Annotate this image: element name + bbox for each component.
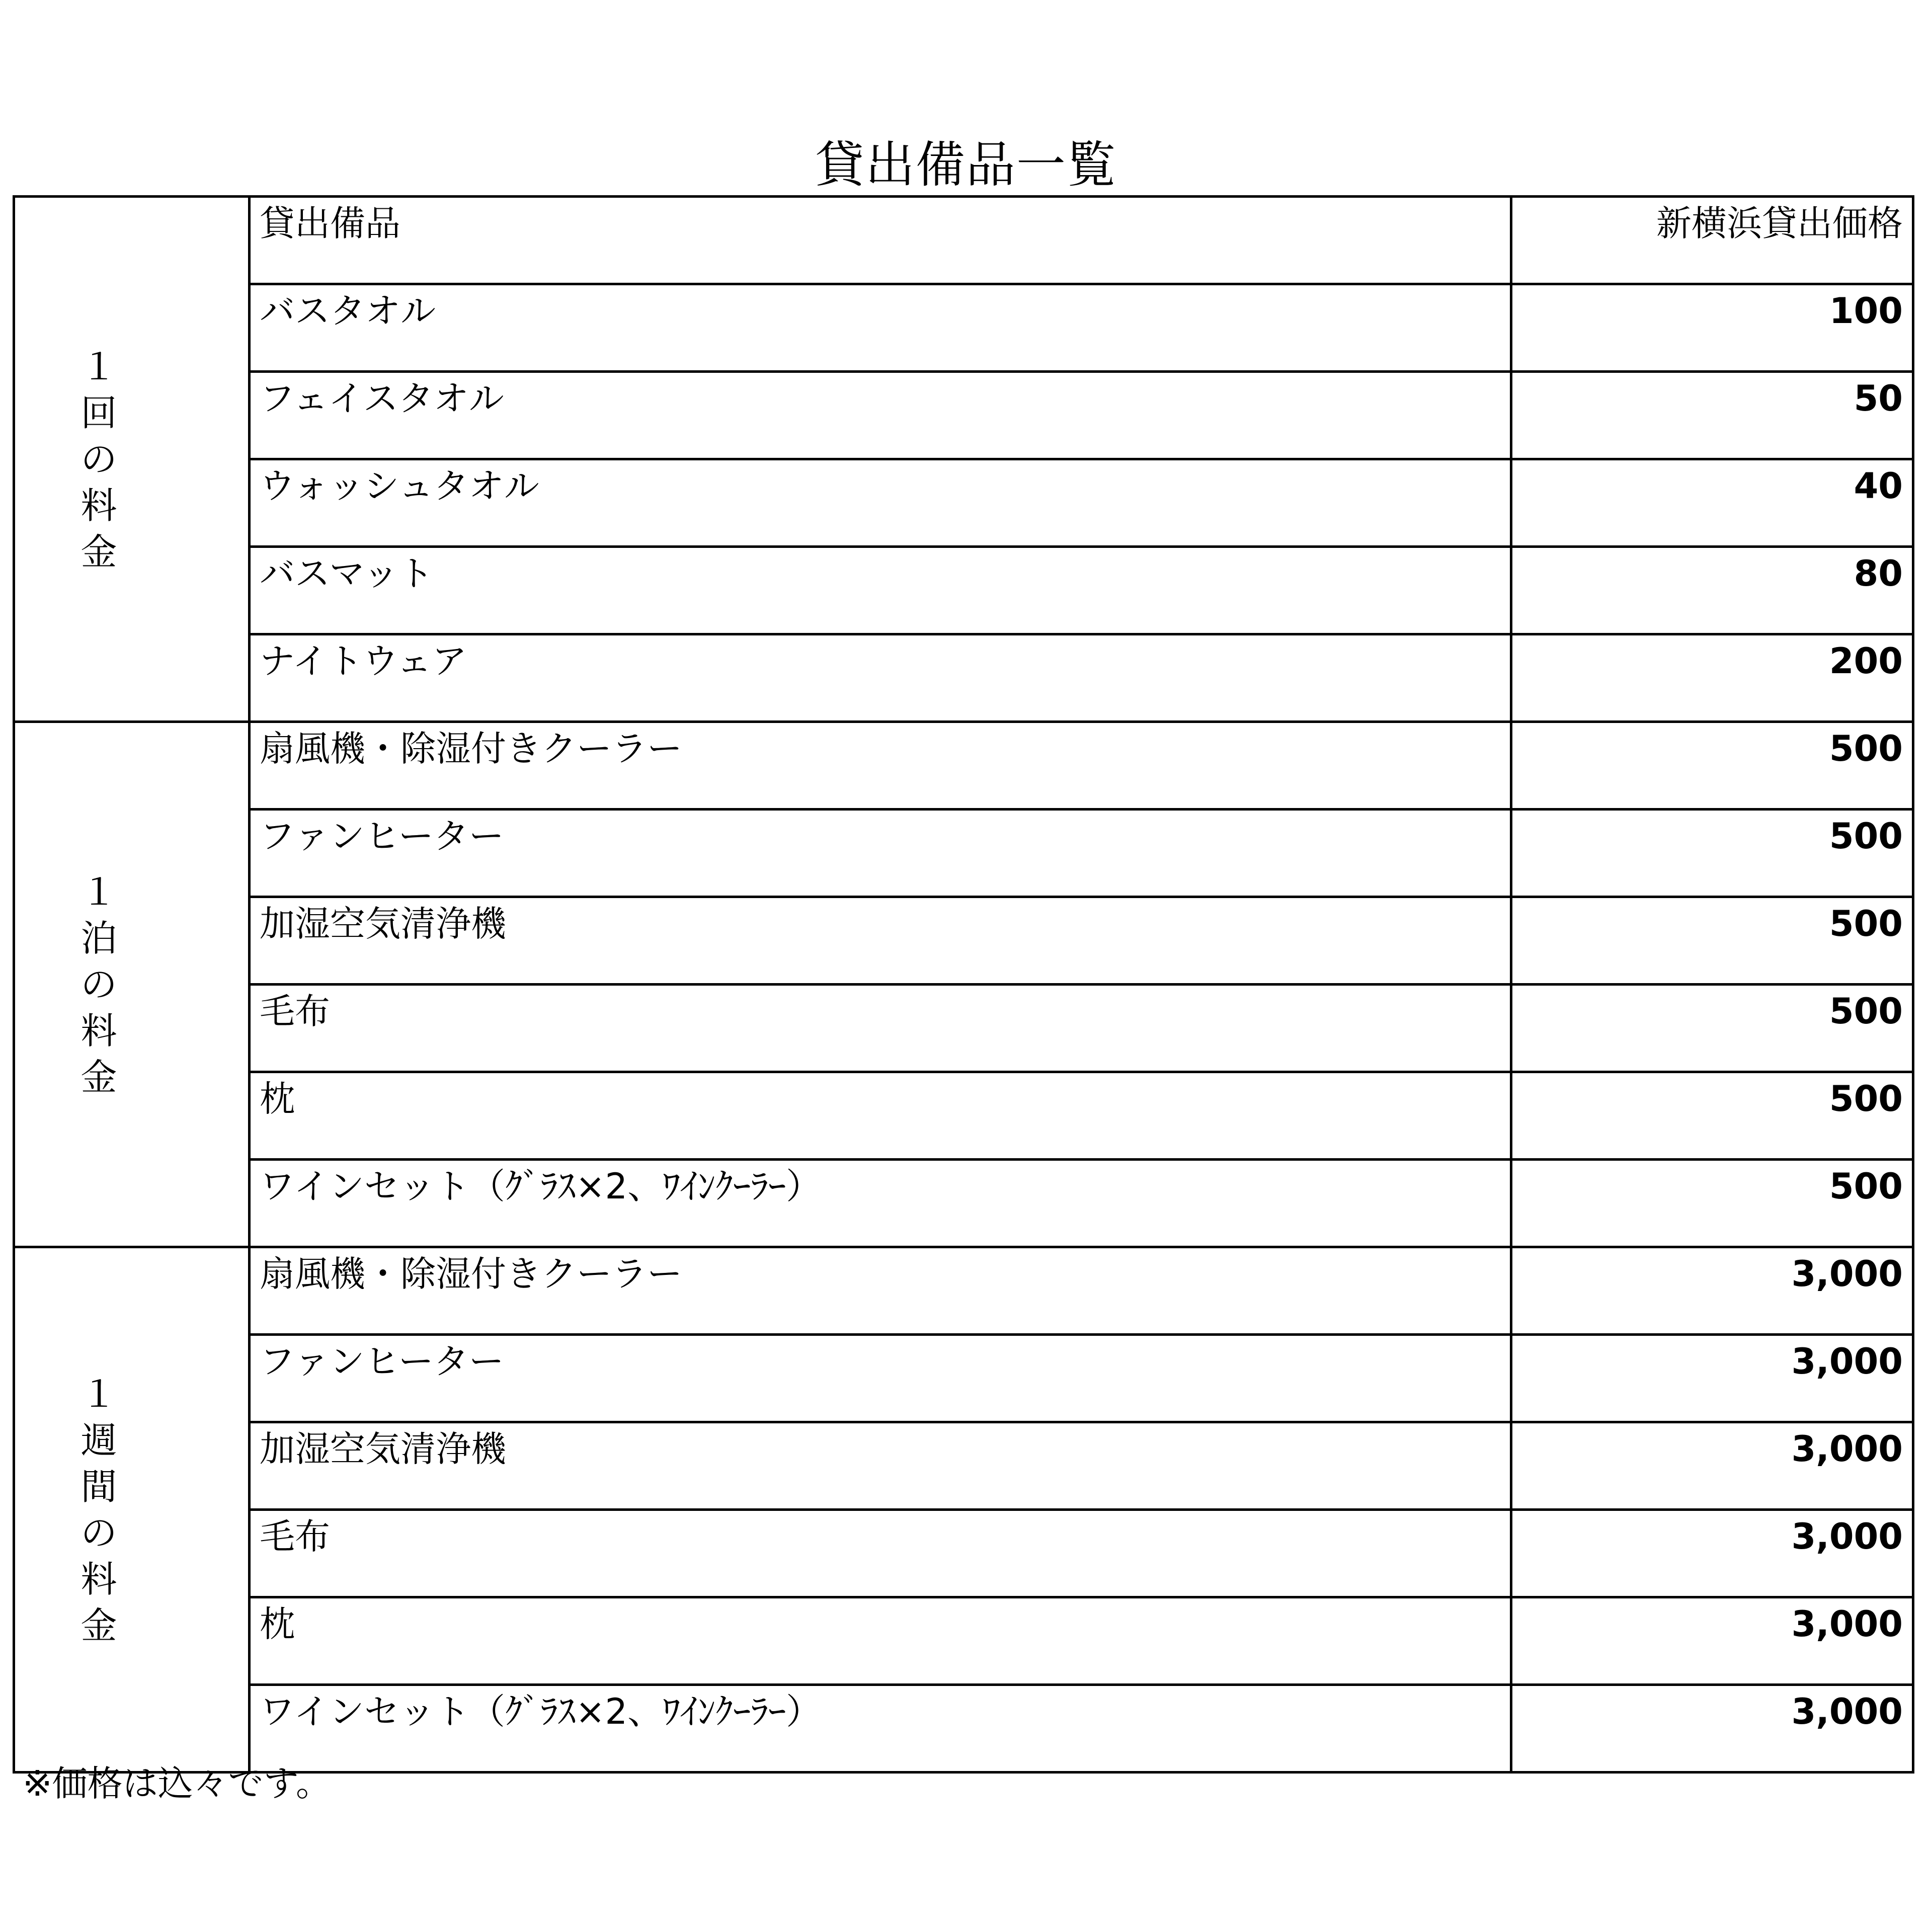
table-header-row	[14, 197, 1913, 284]
group-label-per-use: １回の料金	[80, 345, 117, 573]
price-note: ※価格は込々です。	[23, 1763, 332, 1804]
table-row	[14, 1247, 1913, 1335]
item-name: 毛布	[250, 985, 1511, 1072]
table-row	[14, 284, 1913, 372]
table-row	[14, 985, 1913, 1072]
item-name: ファンヒーター	[250, 1335, 1511, 1422]
group-label-cell	[14, 197, 250, 722]
table-row	[14, 1510, 1913, 1597]
item-price: 3,000	[1511, 1685, 1913, 1773]
page-title: 貸出備品一覧	[815, 136, 1117, 194]
item-price: 100	[1511, 284, 1913, 372]
item-name: 加湿空気清浄機	[250, 897, 1511, 985]
item-price: 3,000	[1511, 1510, 1913, 1597]
item-name: 枕	[250, 1597, 1511, 1685]
item-name: 毛布	[250, 1510, 1511, 1597]
group-label-per-night: １泊の料金	[80, 870, 117, 1098]
table-row	[14, 1422, 1913, 1510]
item-price: 40	[1511, 459, 1913, 547]
item-name: ウォッシュタオル	[250, 459, 1511, 547]
table-row	[14, 1160, 1913, 1247]
item-price: 80	[1511, 547, 1913, 634]
table-row	[14, 810, 1913, 897]
table-row	[14, 372, 1913, 459]
item-price: 3,000	[1511, 1247, 1913, 1335]
item-price: 200	[1511, 634, 1913, 722]
table-row	[14, 1597, 1913, 1685]
item-price: 500	[1511, 1160, 1913, 1247]
table-row	[14, 634, 1913, 722]
group-label-per-week: １週間の料金	[80, 1373, 117, 1647]
table-row	[14, 897, 1913, 985]
table-row	[14, 547, 1913, 634]
item-price: 500	[1511, 810, 1913, 897]
item-name: ファンヒーター	[250, 810, 1511, 897]
item-name: ナイトウェア	[250, 634, 1511, 722]
item-name: ワインセット（ｸﾞﾗｽ×2、ﾜｲﾝｸｰﾗｰ）	[250, 1160, 1511, 1247]
item-price: 500	[1511, 985, 1913, 1072]
item-price: 3,000	[1511, 1422, 1913, 1510]
item-name: ワインセット（ｸﾞﾗｽ×2、ﾜｲﾝｸｰﾗｰ）	[250, 1685, 1511, 1773]
item-price: 500	[1511, 1072, 1913, 1160]
item-name: 扇風機・除湿付きクーラー	[250, 1247, 1511, 1335]
item-name: フェイスタオル	[250, 372, 1511, 459]
group-label-cell	[14, 1247, 250, 1773]
table-row	[14, 722, 1913, 810]
item-price: 500	[1511, 897, 1913, 985]
item-name: 扇風機・除湿付きクーラー	[250, 722, 1511, 810]
item-name: バスマット	[250, 547, 1511, 634]
rental-items-table	[13, 195, 1914, 1774]
column-header-price: 新横浜貸出価格	[1511, 197, 1913, 284]
table-row	[14, 1335, 1913, 1422]
item-price: 500	[1511, 722, 1913, 810]
item-price: 3,000	[1511, 1597, 1913, 1685]
item-name: 加湿空気清浄機	[250, 1422, 1511, 1510]
item-price: 3,000	[1511, 1335, 1913, 1422]
column-header-item: 貸出備品	[250, 197, 1511, 284]
table-row	[14, 1685, 1913, 1773]
item-name: 枕	[250, 1072, 1511, 1160]
item-name: バスタオル	[250, 284, 1511, 372]
item-price: 50	[1511, 372, 1913, 459]
group-label-cell	[14, 722, 250, 1247]
table-row	[14, 459, 1913, 547]
table-row	[14, 1072, 1913, 1160]
